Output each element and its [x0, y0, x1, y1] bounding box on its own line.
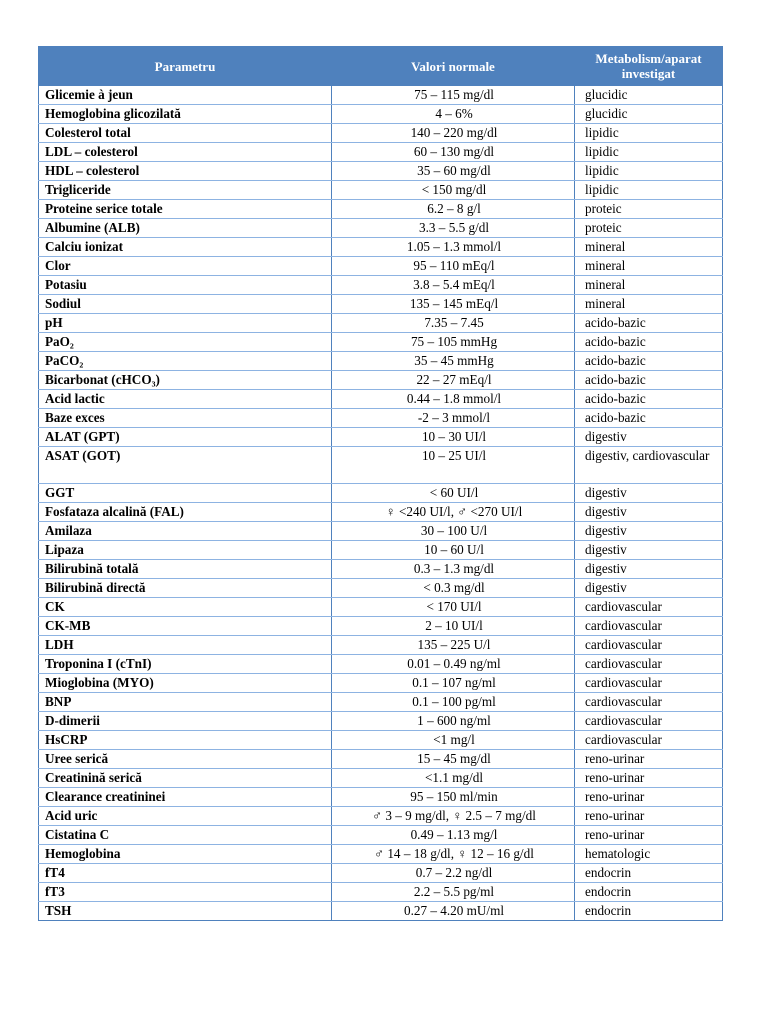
- table-row: [39, 731, 723, 750]
- row-parameter: Bilirubină directă: [39, 579, 332, 598]
- row-normal-value: 3.3 – 5.5 g/dl: [332, 219, 575, 238]
- table-row: [39, 579, 723, 598]
- table-row: [39, 636, 723, 655]
- row-normal-value: 35 – 45 mmHg: [332, 352, 575, 371]
- row-normal-value: 1 – 600 ng/ml: [332, 712, 575, 731]
- row-parameter: LDL – colesterol: [39, 143, 332, 162]
- row-normal-value: 135 – 145 mEq/l: [332, 295, 575, 314]
- table-row: [39, 693, 723, 712]
- row-normal-value: 6.2 – 8 g/l: [332, 200, 575, 219]
- row-system: endocrin: [575, 864, 723, 883]
- row-normal-value: 0.49 – 1.13 mg/l: [332, 826, 575, 845]
- row-parameter: fT3: [39, 883, 332, 902]
- table-row: [39, 428, 723, 447]
- row-system: digestiv: [575, 560, 723, 579]
- row-normal-value: 10 – 25 UI/l: [332, 447, 575, 484]
- row-system: acido-bazic: [575, 390, 723, 409]
- row-normal-value: 30 – 100 U/l: [332, 522, 575, 541]
- row-system: proteic: [575, 219, 723, 238]
- row-normal-value: <1.1 mg/dl: [332, 769, 575, 788]
- row-parameter: BNP: [39, 693, 332, 712]
- table-row: [39, 371, 723, 390]
- row-normal-value: 140 – 220 mg/dl: [332, 124, 575, 143]
- row-system: lipidic: [575, 181, 723, 200]
- row-system: cardiovascular: [575, 693, 723, 712]
- row-parameter: TSH: [39, 902, 332, 921]
- row-normal-value: < 0.3 mg/dl: [332, 579, 575, 598]
- row-system: cardiovascular: [575, 712, 723, 731]
- table-row: [39, 447, 723, 484]
- row-parameter: fT4: [39, 864, 332, 883]
- table-row: [39, 390, 723, 409]
- row-parameter: HDL – colesterol: [39, 162, 332, 181]
- header-parameter: Parametru: [39, 47, 332, 86]
- row-normal-value: 35 – 60 mg/dl: [332, 162, 575, 181]
- row-normal-value: 7.35 – 7.45: [332, 314, 575, 333]
- row-system: hematologic: [575, 845, 723, 864]
- row-system: acido-bazic: [575, 352, 723, 371]
- row-system: acido-bazic: [575, 409, 723, 428]
- table-row: [39, 409, 723, 428]
- row-system: endocrin: [575, 883, 723, 902]
- row-system: lipidic: [575, 143, 723, 162]
- table-row: [39, 864, 723, 883]
- row-system: mineral: [575, 238, 723, 257]
- row-system: cardiovascular: [575, 636, 723, 655]
- row-normal-value: ♂ 14 – 18 g/dl, ♀ 12 – 16 g/dl: [332, 845, 575, 864]
- row-normal-value: -2 – 3 mmol/l: [332, 409, 575, 428]
- row-normal-value: 0.01 – 0.49 ng/ml: [332, 655, 575, 674]
- row-parameter: Uree serică: [39, 750, 332, 769]
- table-row: [39, 181, 723, 200]
- table-row: [39, 143, 723, 162]
- row-parameter: Troponina I (cTnI): [39, 655, 332, 674]
- row-system: cardiovascular: [575, 617, 723, 636]
- row-normal-value: < 150 mg/dl: [332, 181, 575, 200]
- row-parameter: Glicemie à jeun: [39, 86, 332, 105]
- row-normal-value: 135 – 225 U/l: [332, 636, 575, 655]
- row-normal-value: 0.27 – 4.20 mU/ml: [332, 902, 575, 921]
- row-system: cardiovascular: [575, 674, 723, 693]
- row-system: reno-urinar: [575, 769, 723, 788]
- row-parameter: PaO₂: [39, 333, 332, 352]
- row-normal-value: 75 – 105 mmHg: [332, 333, 575, 352]
- row-normal-value: 95 – 150 ml/min: [332, 788, 575, 807]
- row-system: mineral: [575, 295, 723, 314]
- table-row: [39, 238, 723, 257]
- table-row: [39, 124, 723, 143]
- table-row: [39, 674, 723, 693]
- row-parameter: Bicarbonat (cHCO₃): [39, 371, 332, 390]
- row-parameter: Trigliceride: [39, 181, 332, 200]
- row-parameter: LDH: [39, 636, 332, 655]
- table-row: [39, 826, 723, 845]
- row-parameter: Proteine serice totale: [39, 200, 332, 219]
- reference-values-table: [38, 46, 723, 921]
- row-system: glucidic: [575, 105, 723, 124]
- table-row: [39, 484, 723, 503]
- table-row: [39, 257, 723, 276]
- row-system: reno-urinar: [575, 826, 723, 845]
- table-row: [39, 162, 723, 181]
- row-system: cardiovascular: [575, 655, 723, 674]
- row-normal-value: 10 – 60 U/l: [332, 541, 575, 560]
- table-row: [39, 352, 723, 371]
- row-system: digestiv, cardiovascular: [575, 447, 723, 484]
- table-row: [39, 883, 723, 902]
- row-parameter: ALAT (GPT): [39, 428, 332, 447]
- row-normal-value: < 170 UI/l: [332, 598, 575, 617]
- table-row: [39, 560, 723, 579]
- row-parameter: HsCRP: [39, 731, 332, 750]
- row-system: proteic: [575, 200, 723, 219]
- row-parameter: Baze exces: [39, 409, 332, 428]
- table-row: [39, 902, 723, 921]
- row-normal-value: 1.05 – 1.3 mmol/l: [332, 238, 575, 257]
- row-parameter: Sodiul: [39, 295, 332, 314]
- row-system: acido-bazic: [575, 333, 723, 352]
- row-parameter: Fosfataza alcalină (FAL): [39, 503, 332, 522]
- row-parameter: GGT: [39, 484, 332, 503]
- row-normal-value: 2 – 10 UI/l: [332, 617, 575, 636]
- row-normal-value: ♀ <240 UI/l, ♂ <270 UI/l: [332, 503, 575, 522]
- row-parameter: Hemoglobina glicozilată: [39, 105, 332, 124]
- table-row: [39, 503, 723, 522]
- table-row: [39, 617, 723, 636]
- row-normal-value: 95 – 110 mEq/l: [332, 257, 575, 276]
- row-system: cardiovascular: [575, 598, 723, 617]
- table-row: [39, 522, 723, 541]
- row-system: acido-bazic: [575, 314, 723, 333]
- table-row: [39, 276, 723, 295]
- table-header-row: [39, 47, 723, 86]
- table-row: [39, 200, 723, 219]
- row-normal-value: 0.1 – 107 ng/ml: [332, 674, 575, 693]
- row-parameter: Lipaza: [39, 541, 332, 560]
- row-normal-value: 15 – 45 mg/dl: [332, 750, 575, 769]
- table-row: [39, 598, 723, 617]
- row-system: digestiv: [575, 522, 723, 541]
- row-parameter: Colesterol total: [39, 124, 332, 143]
- row-normal-value: < 60 UI/l: [332, 484, 575, 503]
- row-parameter: PaCO₂: [39, 352, 332, 371]
- table-row: [39, 750, 723, 769]
- row-system: lipidic: [575, 162, 723, 181]
- row-parameter: Creatinină serică: [39, 769, 332, 788]
- row-system: cardiovascular: [575, 731, 723, 750]
- row-normal-value: 0.7 – 2.2 ng/dl: [332, 864, 575, 883]
- row-system: digestiv: [575, 503, 723, 522]
- row-parameter: pH: [39, 314, 332, 333]
- row-system: lipidic: [575, 124, 723, 143]
- table-row: [39, 712, 723, 731]
- row-normal-value: 4 – 6%: [332, 105, 575, 124]
- table-row: [39, 333, 723, 352]
- header-system: Metabolism/aparat investigat: [575, 47, 723, 86]
- row-normal-value: 60 – 130 mg/dl: [332, 143, 575, 162]
- row-normal-value: 0.1 – 100 pg/ml: [332, 693, 575, 712]
- row-parameter: Mioglobina (MYO): [39, 674, 332, 693]
- table-row: [39, 219, 723, 238]
- row-normal-value: 0.3 – 1.3 mg/dl: [332, 560, 575, 579]
- row-system: endocrin: [575, 902, 723, 921]
- row-normal-value: 22 – 27 mEq/l: [332, 371, 575, 390]
- row-parameter: Acid lactic: [39, 390, 332, 409]
- row-system: glucidic: [575, 86, 723, 105]
- row-parameter: Amilaza: [39, 522, 332, 541]
- row-parameter: D-dimerii: [39, 712, 332, 731]
- row-system: acido-bazic: [575, 371, 723, 390]
- row-parameter: Cistatina C: [39, 826, 332, 845]
- row-normal-value: ♂ 3 – 9 mg/dl, ♀ 2.5 – 7 mg/dl: [332, 807, 575, 826]
- table-row: [39, 295, 723, 314]
- row-parameter: Hemoglobina: [39, 845, 332, 864]
- table-row: [39, 788, 723, 807]
- table-row: [39, 541, 723, 560]
- row-system: digestiv: [575, 541, 723, 560]
- table-body: [39, 86, 723, 921]
- row-parameter: CK: [39, 598, 332, 617]
- row-parameter: Calciu ionizat: [39, 238, 332, 257]
- row-parameter: Clor: [39, 257, 332, 276]
- table-row: [39, 105, 723, 124]
- row-system: mineral: [575, 257, 723, 276]
- row-parameter: Acid uric: [39, 807, 332, 826]
- row-system: reno-urinar: [575, 750, 723, 769]
- table-row: [39, 845, 723, 864]
- row-system: reno-urinar: [575, 807, 723, 826]
- row-parameter: Potasiu: [39, 276, 332, 295]
- row-system: digestiv: [575, 484, 723, 503]
- header-normal-values: Valori normale: [332, 47, 575, 86]
- row-parameter: CK-MB: [39, 617, 332, 636]
- row-system: reno-urinar: [575, 788, 723, 807]
- row-parameter: Bilirubină totală: [39, 560, 332, 579]
- row-parameter: Clearance creatininei: [39, 788, 332, 807]
- row-normal-value: 2.2 – 5.5 pg/ml: [332, 883, 575, 902]
- row-parameter: ASAT (GOT): [39, 447, 332, 484]
- table-row: [39, 807, 723, 826]
- row-system: mineral: [575, 276, 723, 295]
- row-normal-value: <1 mg/l: [332, 731, 575, 750]
- row-parameter: Albumine (ALB): [39, 219, 332, 238]
- row-normal-value: 3.8 – 5.4 mEq/l: [332, 276, 575, 295]
- table-row: [39, 655, 723, 674]
- row-system: digestiv: [575, 579, 723, 598]
- row-normal-value: 10 – 30 UI/l: [332, 428, 575, 447]
- row-normal-value: 75 – 115 mg/dl: [332, 86, 575, 105]
- table-row: [39, 314, 723, 333]
- table-row: [39, 769, 723, 788]
- row-system: digestiv: [575, 428, 723, 447]
- table-row: [39, 86, 723, 105]
- row-normal-value: 0.44 – 1.8 mmol/l: [332, 390, 575, 409]
